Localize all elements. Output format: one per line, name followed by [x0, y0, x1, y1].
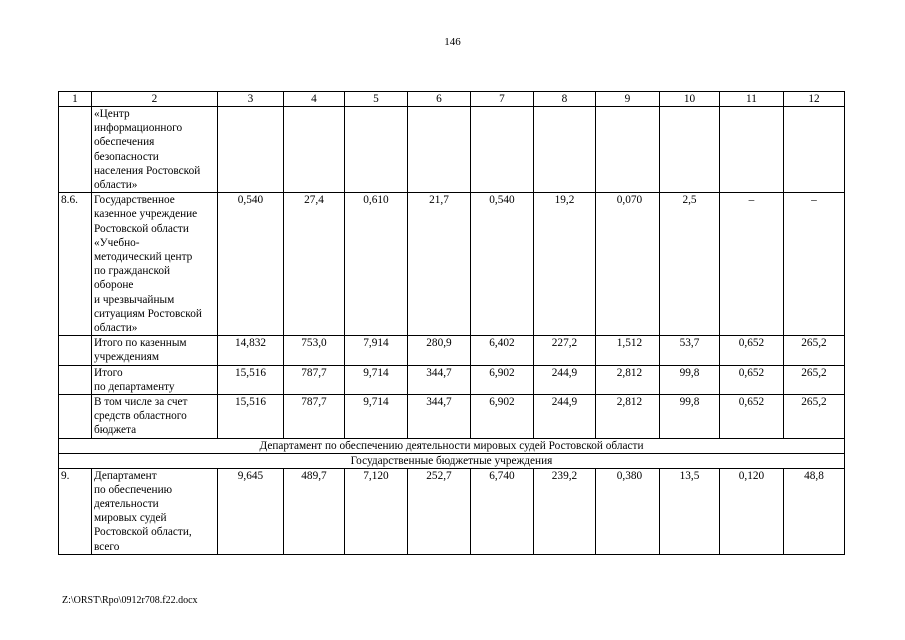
column-header: 6 [408, 92, 471, 107]
footer-path: Z:\ORST\Rpo\0912r708.f22.docx [62, 595, 198, 606]
column-header: 2 [92, 92, 218, 107]
column-header: 1 [59, 92, 92, 107]
table-row [59, 365, 845, 394]
cell-value: 6,740 [471, 468, 534, 554]
cell-value: 7,914 [345, 336, 408, 365]
cell-value: 48,8 [784, 468, 845, 554]
cell-value: 753,0 [284, 336, 345, 365]
cell-value: 2,812 [596, 395, 660, 439]
cell-value: 2,5 [660, 193, 720, 336]
cell-value [720, 107, 784, 193]
cell-value: 14,832 [218, 336, 284, 365]
cell-value: 15,516 [218, 395, 284, 439]
table-row [59, 468, 845, 554]
cell-value: 280,9 [408, 336, 471, 365]
cell-value [345, 107, 408, 193]
data-table [58, 91, 845, 555]
row-number [59, 336, 92, 365]
cell-value: 53,7 [660, 336, 720, 365]
cell-value: 6,902 [471, 365, 534, 394]
subsection-title: Государственные бюджетные учреждения [59, 453, 845, 468]
page-number: 146 [444, 36, 461, 48]
column-header: 5 [345, 92, 408, 107]
cell-value: 265,2 [784, 395, 845, 439]
cell-value [408, 107, 471, 193]
row-name: Государственное казенное учреждение Ростовской области «Учебно- методический центр по гражданской обороне и чрезвычайным ситуациям Ростовской области» [92, 193, 218, 336]
cell-value: – [720, 193, 784, 336]
column-header: 10 [660, 92, 720, 107]
column-header: 8 [534, 92, 596, 107]
cell-value [471, 107, 534, 193]
table-row [59, 395, 845, 439]
cell-value: 0,070 [596, 193, 660, 336]
cell-value: 9,645 [218, 468, 284, 554]
cell-value: 27,4 [284, 193, 345, 336]
cell-value: 0,540 [471, 193, 534, 336]
row-name: Итого по департаменту [92, 365, 218, 394]
cell-value: 7,120 [345, 468, 408, 554]
row-name: Итого по казенным учреждениям [92, 336, 218, 365]
subsection-row [59, 453, 845, 468]
row-name: «Центр информационного обеспечения безопасности населения Ростовской области» [92, 107, 218, 193]
cell-value: 344,7 [408, 365, 471, 394]
row-number: 9. [59, 468, 92, 554]
cell-value: 99,8 [660, 395, 720, 439]
row-number [59, 107, 92, 193]
column-header: 9 [596, 92, 660, 107]
cell-value [596, 107, 660, 193]
cell-value: 6,402 [471, 336, 534, 365]
cell-value [218, 107, 284, 193]
cell-value [534, 107, 596, 193]
cell-value: 0,120 [720, 468, 784, 554]
cell-value: 9,714 [345, 365, 408, 394]
table-row [59, 336, 845, 365]
cell-value: 99,8 [660, 365, 720, 394]
cell-value: 15,516 [218, 365, 284, 394]
column-header: 11 [720, 92, 784, 107]
cell-value [660, 107, 720, 193]
cell-value: 265,2 [784, 336, 845, 365]
column-header: 12 [784, 92, 845, 107]
row-name: В том числе за счет средств областного бюджета [92, 395, 218, 439]
cell-value: 1,512 [596, 336, 660, 365]
cell-value: 227,2 [534, 336, 596, 365]
cell-value: 13,5 [660, 468, 720, 554]
column-header: 3 [218, 92, 284, 107]
cell-value: 9,714 [345, 395, 408, 439]
header-row [59, 92, 845, 107]
row-number: 8.6. [59, 193, 92, 336]
column-header: 7 [471, 92, 534, 107]
cell-value: 19,2 [534, 193, 596, 336]
table-row [59, 193, 845, 336]
cell-value: 0,540 [218, 193, 284, 336]
column-header: 4 [284, 92, 345, 107]
cell-value: 787,7 [284, 395, 345, 439]
row-number [59, 395, 92, 439]
row-number [59, 365, 92, 394]
row-name: Департамент по обеспечению деятельности мировых судей Ростовской области, всего [92, 468, 218, 554]
cell-value: 21,7 [408, 193, 471, 336]
cell-value [784, 107, 845, 193]
cell-value [284, 107, 345, 193]
table-row [59, 107, 845, 193]
cell-value: 0,610 [345, 193, 408, 336]
cell-value: 787,7 [284, 365, 345, 394]
cell-value: 244,9 [534, 365, 596, 394]
cell-value: 2,812 [596, 365, 660, 394]
cell-value: – [784, 193, 845, 336]
cell-value: 0,652 [720, 365, 784, 394]
section-title: Департамент по обеспечению деятельности мировых судей Ростовской области [59, 438, 845, 453]
section-row [59, 438, 845, 453]
cell-value: 244,9 [534, 395, 596, 439]
cell-value: 489,7 [284, 468, 345, 554]
cell-value: 265,2 [784, 365, 845, 394]
cell-value: 0,652 [720, 395, 784, 439]
cell-value: 252,7 [408, 468, 471, 554]
cell-value: 239,2 [534, 468, 596, 554]
cell-value: 0,380 [596, 468, 660, 554]
cell-value: 6,902 [471, 395, 534, 439]
cell-value: 0,652 [720, 336, 784, 365]
cell-value: 344,7 [408, 395, 471, 439]
